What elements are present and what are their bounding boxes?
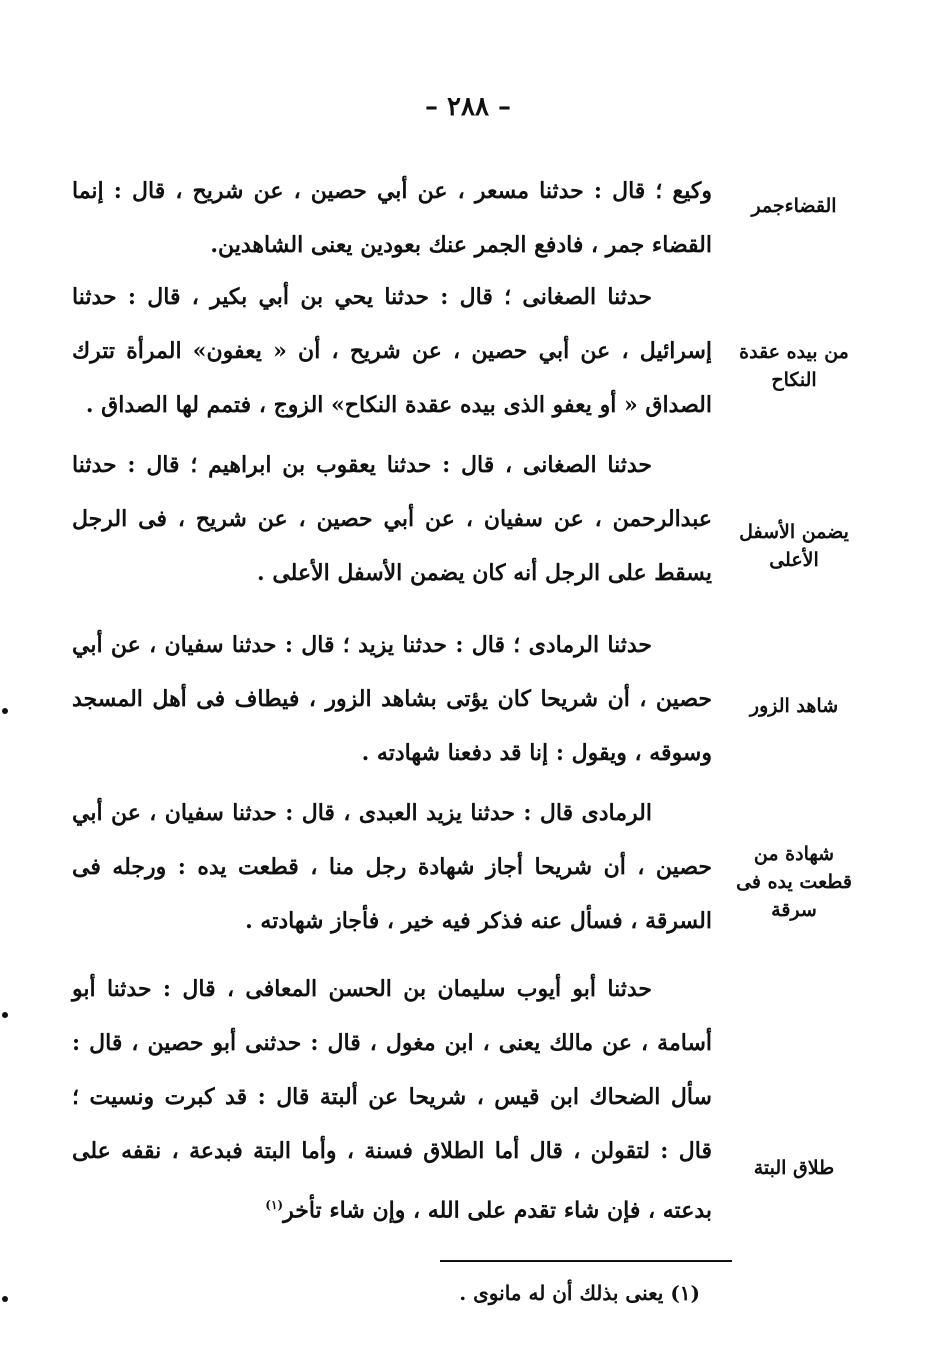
paragraph <box>72 438 712 600</box>
paragraph <box>72 164 712 272</box>
footnote-divider <box>440 1260 732 1262</box>
paragraph <box>72 962 712 1237</box>
scan-speck <box>2 1012 8 1018</box>
paragraph-text: حدثنا الصغانى ؛ قال : حدثنا يحي بن أبي بكير ، قال : حدثنا إسرائيل ، عن أبي حصين ، عن شريح ، أن « يعفون» المرأة تترك الصداق « أو يعفو الذى بيده عقدة النكاح» الزوج ، فتمم لها الصداق . <box>72 284 712 418</box>
margin-heading: طلاق البتة <box>753 1157 835 1179</box>
scan-speck <box>2 708 8 714</box>
paragraph <box>72 786 712 948</box>
paragraph <box>72 962 712 1237</box>
page-number: – ٢٨٨ – <box>424 92 512 122</box>
margin-heading: شاهد الزور <box>749 695 839 717</box>
paragraph-text: وكيع ؛ قال : حدثنا مسعر ، عن أبي حصين ، عن شريح ، قال : إنما القضاء جمر ، فادفع الجمر عنك بعودين يعنى الشاهدين. <box>72 178 712 258</box>
margin-heading: القضاءجمر <box>751 195 837 217</box>
paragraph-text: حدثنا أبو أيوب سليمان بن الحسن المعافى ، قال : حدثنا أبو أسامة ، عن مالك يعنى ، ابن مغول ، قال : حدثنى أبو حصين ، قال : سأل الضحاك ابن قيس ، شريحا عن ألبتة قال : قد كبرت ونسيت ؛ قال : لتقولن ، قال أما الطلاق فسنة ، وأما البتة فبدعة ، نقفه على بدعته ، فإن شاء تقدم على الله ، وإن شاء تأخر <box>72 976 712 1224</box>
margin-heading: من بيده عقدة النكاح <box>739 341 849 391</box>
margin-heading: شهادة من قطعت يده فى سرقة <box>736 843 852 921</box>
paragraph-text: حدثنا الرمادى ؛ قال : حدثنا يزيد ؛ قال : حدثنا سفيان ، عن أبي حصين ، أن شريحا كان يؤتى بشاهد الزور ، فيطاف فى أهل المسجد وسوقه ، ويقول : إنا قد دفعنا شهادته . <box>72 632 712 766</box>
scan-speck <box>2 1296 8 1302</box>
footnote: (١) يعنى بذلك أن له مانوى . <box>459 1281 700 1305</box>
paragraph <box>72 270 712 432</box>
footnote-marker: (١) <box>265 1198 284 1212</box>
margin-heading: يضمن الأسفل الأعلى <box>739 521 849 571</box>
paragraph <box>72 618 712 780</box>
paragraph-text: حدثنا الصغانى ، قال : حدثنا يعقوب بن ابراهيم ؛ قال : حدثنا عبدالرحمن ، عن سفيان ، عن أبي حصين ، عن شريح ، فى الرجل يسقط على الرجل أنه كان يضمن الأسفل الأعلى . <box>72 452 712 586</box>
paragraph-text: الرمادى قال : حدثنا يزيد العبدى ، قال : حدثنا سفيان ، عن أبي حصين ، أن شريحا أجاز شهادة رجل منا ، قطعت يده : ورجله فى السرقة ، فسأل عنه فذكر فيه خير ، فأجاز شهادته . <box>72 800 712 934</box>
